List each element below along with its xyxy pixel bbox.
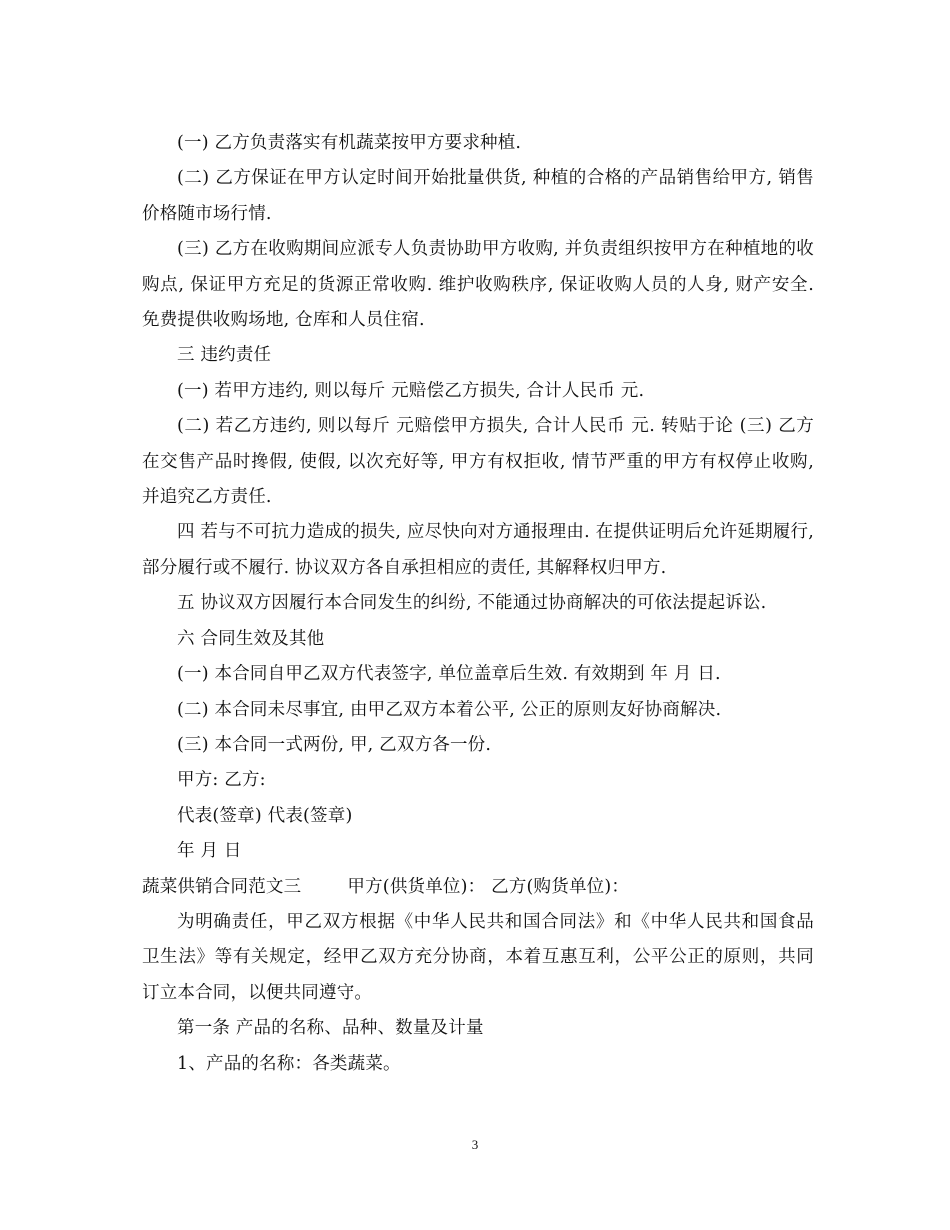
section-disputes: 五 协议双方因履行本合同发生的纠纷, 不能通过协商解决的可依法提起诉讼. <box>177 593 767 614</box>
signature-parties: 甲方: 乙方: <box>177 770 266 791</box>
section-heading-breach: 三 违约责任 <box>177 345 272 366</box>
clause-3-1: (一) 若甲方违约, 则以每斤 元赔偿乙方损失, 合计人民币 元. <box>177 380 645 401</box>
article-1-heading: 第一条 产品的名称、品种、数量及计量 <box>177 1018 484 1039</box>
article-1-item-1: 1、产品的名称：各类蔬菜。 <box>177 1053 401 1074</box>
signature-representatives: 代表(签章) 代表(签章) <box>177 805 353 826</box>
section-force-majeure: 四 若与不可抗力造成的损失, 应尽快向对方通报理由. 在提供证明后允许延期履行, 部分履行或不履行. 协议双方各自承担相应的责任, 其解释权归甲方. <box>142 522 814 578</box>
clause-6-2: (二) 本合同未尽事宜, 由甲乙双方本着公平, 公正的原则友好协商解决. <box>177 699 722 720</box>
signature-date: 年 月 日 <box>177 841 242 862</box>
preamble-paragraph: 为明确责任，甲乙双方根据《中华人民共和国合同法》和《中华人民共和国食品卫生法》等有关规定，经甲乙双方充分协商，本着互惠互利，公平公正的原则，共同订立本合同，以便共同遵守。 <box>142 911 814 1003</box>
section-title-line: 蔬菜供销合同范文三 甲方(供货单位)： 乙方(购货单位)： <box>142 876 630 897</box>
clause-6-1: (一) 本合同自甲乙双方代表签字, 单位盖章后生效. 有效期到 年 月 日. <box>177 664 721 685</box>
clause-1-2: (二) 乙方保证在甲方认定时间开始批量供货, 种植的合格的产品销售给甲方, 销售价格随市场行情. <box>142 168 814 224</box>
clause-3-2: (二) 若乙方违约, 则以每斤 元赔偿甲方损失, 合计人民币 元. 转贴于论 (三) 乙方在交售产品时搀假, 使假, 以次充好等, 甲方有权拒收, 情节严重的甲方有权停止收购, 并追究乙方责任. <box>142 416 814 508</box>
section-heading-effect: 六 合同生效及其他 <box>177 628 325 649</box>
document-body <box>142 126 814 1082</box>
clause-1-1: (一) 乙方负责落实有机蔬菜按甲方要求种植. <box>177 133 522 153</box>
page-number: 3 <box>471 1137 479 1152</box>
clause-6-3: (三) 本合同一式两份, 甲, 乙双方各一份. <box>177 734 492 755</box>
clause-1-3: (三) 乙方在收购期间应派专人负责协助甲方收购, 并负责组织按甲方在种植地的收购点, 保证甲方充足的货源正常收购. 维护收购秩序, 保证收购人员的人身, 财产安全. 免费提供收购场地, 仓库和人员住宿. <box>142 239 814 331</box>
